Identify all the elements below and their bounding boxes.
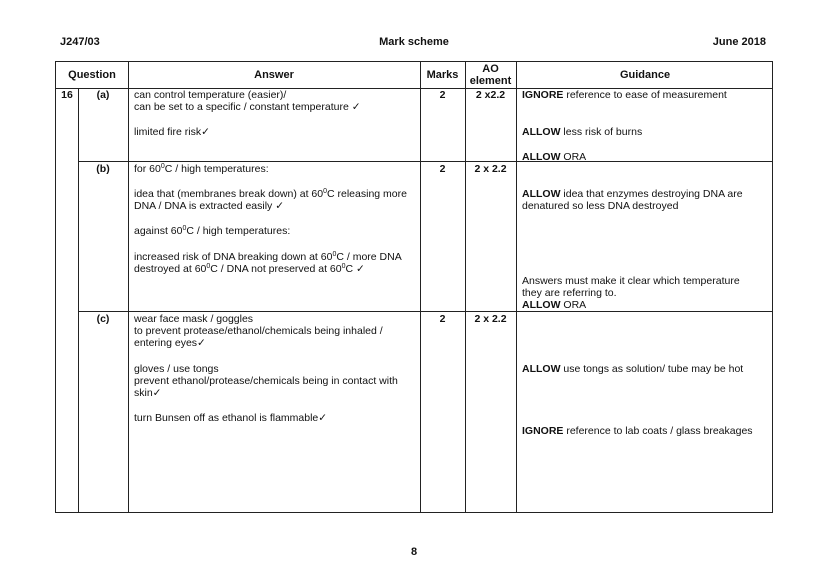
answer-text: C ✓ — [345, 263, 365, 275]
answer-text: for 60 — [134, 163, 161, 175]
marks-ao-divider — [465, 62, 466, 512]
guidance-a-line — [522, 89, 727, 102]
answer-b-line: DNA / DNA is extracted easily ✓ — [134, 200, 285, 212]
answer-b-line — [134, 163, 269, 176]
answer-c-line: skin✓ — [134, 387, 162, 399]
question-answer-divider — [128, 62, 129, 512]
superscript: 0 — [206, 263, 211, 270]
superscript: 0 — [182, 225, 187, 232]
exam-date: June 2018 — [712, 36, 766, 48]
guidance-keyword: IGNORE — [522, 425, 564, 437]
answer-marks-divider — [420, 62, 421, 512]
column-header-ao: AO — [482, 63, 499, 75]
guidance-text: idea that enzymes destroying DNA are — [560, 188, 743, 200]
question-number: 16 — [61, 89, 73, 101]
row-b-divider — [78, 311, 772, 312]
marks-c: 2 — [439, 313, 446, 325]
guidance-a-line — [522, 151, 586, 164]
guidance-c-line — [522, 363, 743, 376]
guidance-a-line — [522, 126, 642, 139]
guidance-keyword: ALLOW — [522, 188, 561, 200]
superscript: 0 — [160, 163, 165, 170]
ao-c: 2 x 2.2 — [474, 313, 507, 325]
ao-b: 2 x 2.2 — [474, 163, 507, 175]
guidance-text: reference to ease of measurement — [563, 89, 727, 101]
guidance-text: less risk of burns — [560, 126, 643, 138]
answer-c-line: prevent ethanol/protease/chemicals being in contact with — [134, 375, 398, 387]
answer-text: C / DNA not preserved at 60 — [210, 263, 342, 275]
guidance-keyword: ALLOW — [522, 363, 561, 375]
ao-guidance-divider — [516, 62, 517, 512]
part-label-c: (c) — [96, 313, 110, 325]
answer-b-line — [134, 188, 407, 201]
document-title: Mark scheme — [379, 36, 449, 48]
answer-b-line — [134, 225, 290, 238]
answer-a-line: can be set to a specific / constant temperature ✓ — [134, 101, 361, 113]
answer-text: against 60 — [134, 225, 183, 237]
answer-text: destroyed at 60 — [134, 263, 207, 275]
guidance-text: use tongs as solution/ tube may be hot — [560, 363, 744, 375]
guidance-text: ORA — [560, 151, 587, 163]
superscript: 0 — [341, 263, 346, 270]
ao-a: 2 x2.2 — [475, 89, 506, 101]
guidance-b-line: they are referring to. — [522, 287, 617, 299]
superscript: 0 — [323, 188, 328, 195]
guidance-b-line — [522, 188, 743, 201]
column-header-ao-element: element — [469, 75, 512, 87]
answer-a-line: can control temperature (easier)/ — [134, 89, 287, 101]
paper-code: J247/03 — [60, 36, 100, 48]
row-a-divider — [78, 161, 772, 162]
answer-c-line: entering eyes✓ — [134, 337, 206, 349]
guidance-b-line — [522, 299, 586, 312]
guidance-b-line: denatured so less DNA destroyed — [522, 200, 679, 212]
mark-scheme-table — [55, 61, 773, 513]
answer-text: C releasing more — [327, 188, 407, 200]
part-label-b: (b) — [96, 163, 110, 175]
column-header-guidance: Guidance — [619, 69, 671, 81]
answer-c-line: wear face mask / goggles — [134, 313, 254, 325]
guidance-keyword: ALLOW — [522, 151, 561, 163]
guidance-text: reference to lab coats / glass breakages — [563, 425, 753, 437]
part-label-a: (a) — [96, 89, 110, 101]
answer-text: C / high temperatures: — [164, 163, 269, 175]
answer-c-line: to prevent protease/ethanol/chemicals being inhaled / — [134, 325, 383, 337]
column-header-marks: Marks — [426, 69, 459, 81]
answer-b-line — [134, 251, 402, 264]
guidance-c-line — [522, 425, 753, 438]
guidance-keyword: ALLOW — [522, 126, 561, 138]
answer-text: idea that (membranes break down) at 60 — [134, 188, 324, 200]
answer-text: C / more DNA — [336, 251, 402, 263]
column-header-answer: Answer — [254, 69, 294, 81]
column-header-question: Question — [68, 69, 116, 81]
guidance-b-line: Answers must make it clear which temperature — [522, 275, 740, 287]
answer-text: increased risk of DNA breaking down at 60 — [134, 251, 333, 263]
guidance-keyword: ALLOW — [522, 299, 561, 311]
answer-text: C / high temperatures: — [186, 225, 291, 237]
page-number: 8 — [410, 546, 418, 558]
marks-a: 2 — [439, 89, 446, 101]
marks-b: 2 — [439, 163, 446, 175]
answer-c-line: gloves / use tongs — [134, 363, 219, 375]
answer-a-line: limited fire risk✓ — [134, 126, 210, 138]
answer-b-line — [134, 263, 365, 276]
guidance-keyword: IGNORE — [522, 89, 564, 101]
question-number-divider — [78, 89, 79, 512]
answer-c-line: turn Bunsen off as ethanol is flammable✓ — [134, 412, 328, 424]
superscript: 0 — [332, 251, 337, 258]
guidance-text: ORA — [560, 299, 587, 311]
